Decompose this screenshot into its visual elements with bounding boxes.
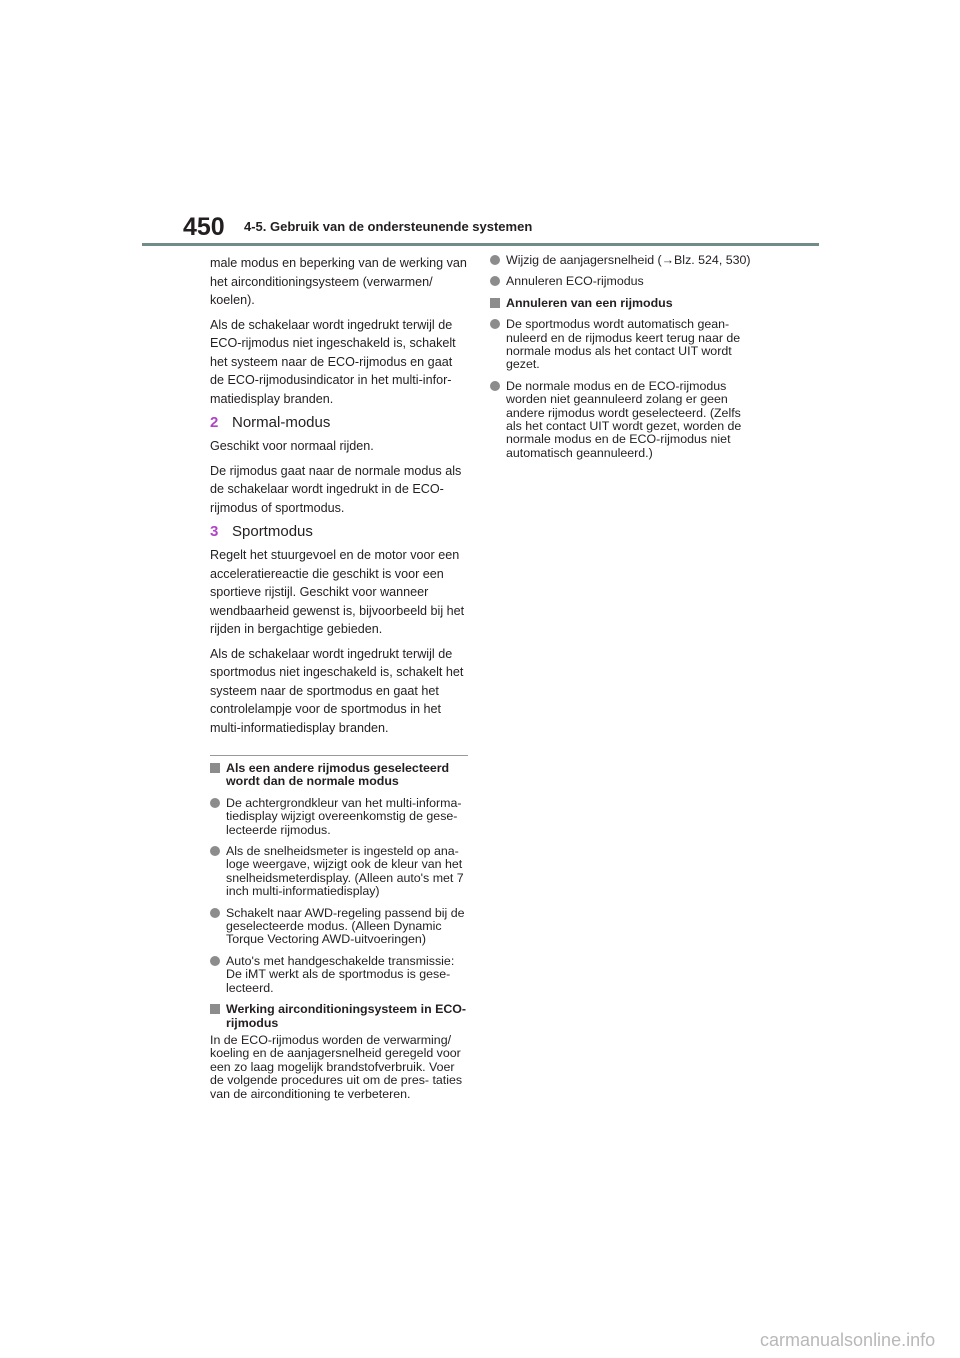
circle-bullet-icon bbox=[490, 255, 500, 265]
list-item-text: De sportmodus wordt automatisch gean- nuleerd en de rijmodus keert terug naar de normale modus als het contact UIT wordt gezet. bbox=[506, 317, 741, 372]
circle-bullet-icon bbox=[210, 846, 220, 856]
square-bullet-icon bbox=[210, 1004, 220, 1014]
list-item bbox=[490, 380, 752, 460]
list-item bbox=[490, 275, 752, 288]
paragraph: Als de schakelaar wordt ingedrukt terwijl de ECO-rijmodus niet ingeschakeld is, schakelt het systeem naar de ECO-rijmodus en gaat de ECO-rijmodusindicator in het multi-infor- matiedisplay branden. bbox=[210, 317, 456, 406]
list-item-text: Als de snelheidsmeter is ingesteld op ana- loge weergave, wijzigt ook de kleur van het snelheidsmeterdisplay. (Alleen auto's met 7 inch multi-informatiedisplay) bbox=[226, 844, 464, 899]
circle-bullet-icon bbox=[490, 319, 500, 329]
step-title: Normal-modus bbox=[232, 414, 331, 431]
circle-bullet-icon bbox=[210, 798, 220, 808]
paragraph: De rijmodus gaat naar de normale modus als de schakelaar wordt ingedrukt in de ECO-rijmodus of sportmodus. bbox=[210, 463, 462, 515]
note-heading bbox=[210, 1003, 468, 1030]
note-heading bbox=[490, 297, 752, 310]
note-title: Annuleren van een rijmodus bbox=[506, 295, 673, 310]
page-number: 450 bbox=[183, 213, 225, 241]
circle-bullet-icon bbox=[210, 956, 220, 966]
watermark: carmanualsonline.info bbox=[760, 1330, 936, 1350]
paragraph: Regelt het stuurgevoel en de motor voor een acceleratiereactie die geschikt is voor een sportieve rijstijl. Geschikt voor wanneer wendbaarheid gewenst is, bijvoorbeeld bij het rijden in bergachtige gebieden. bbox=[210, 548, 465, 636]
section-title: 4-5. Gebruik van de ondersteunende systemen bbox=[244, 219, 533, 234]
list-item bbox=[490, 318, 752, 372]
page-header bbox=[0, 0, 960, 250]
circle-bullet-icon bbox=[490, 276, 500, 286]
header-divider bbox=[142, 243, 819, 246]
right-column bbox=[490, 254, 752, 468]
step-heading-sport bbox=[210, 523, 468, 540]
list-item-text: De normale modus en de ECO-rijmodus worden niet geannuleerd zolang er geen andere rijmodus wordt geselecteerd. (Zelfs als het contact UIT wordt gezet, worden de normale modus en de ECO-rijmodus niet automatisch geannuleerd.) bbox=[506, 378, 742, 460]
list-item bbox=[210, 845, 468, 899]
left-column bbox=[210, 254, 468, 1109]
list-item-text: Annuleren ECO-rijmodus bbox=[506, 274, 644, 289]
list-item-text: Auto's met handgeschakelde transmissie: De iMT werkt als de sportmodus is gese- lecteerd. bbox=[226, 953, 455, 995]
step-title: Sportmodus bbox=[232, 523, 313, 540]
note-title: Als een andere rijmodus geselecteerd wordt dan de normale modus bbox=[226, 761, 450, 789]
paragraph: Geschikt voor normaal rijden. bbox=[210, 439, 374, 453]
note-title: Werking airconditioningsysteem in ECO-rijmodus bbox=[226, 1002, 467, 1030]
paragraph: male modus en beperking van de werking van het airconditioningsysteem (verwarmen/ koelen). bbox=[210, 256, 467, 307]
notes-divider bbox=[210, 755, 468, 756]
step-number: 3 bbox=[210, 523, 219, 540]
paragraph: Als de schakelaar wordt ingedrukt terwijl de sportmodus niet ingeschakeld is, schakelt het systeem naar de sportmodus en gaat het controlelampje voor de sportmodus in het multi-informatiedisplay branden. bbox=[210, 646, 464, 735]
list-item-text: De achtergrondkleur van het multi-informa- tiedisplay wijzigt overeenkomstig de gese- lecteerde rijmodus. bbox=[226, 795, 462, 837]
list-item-text: Schakelt naar AWD-regeling passend bij de geselecteerde modus. (Alleen Dynamic Torque Vectoring AWD-uitvoeringen) bbox=[226, 905, 465, 947]
step-number: 2 bbox=[210, 414, 219, 431]
list-item bbox=[210, 907, 468, 947]
note-body: In de ECO-rijmodus worden de verwarming/ koeling en de aanjagersnelheid geregeld voor een zo laag mogelijk brandstofverbruik. Voer de volgende procedures uit om de pres- taties van de airconditioning te verbeteren. bbox=[210, 1032, 463, 1101]
list-item bbox=[210, 797, 468, 837]
list-item bbox=[210, 955, 468, 995]
note-heading bbox=[210, 762, 468, 789]
circle-bullet-icon bbox=[490, 381, 500, 391]
list-item bbox=[490, 254, 752, 267]
square-bullet-icon bbox=[490, 298, 500, 308]
step-heading-normal bbox=[210, 414, 468, 431]
square-bullet-icon bbox=[210, 763, 220, 773]
list-item-text: Wijzig de aanjagersnelheid (→Blz. 524, 530) bbox=[506, 253, 751, 267]
circle-bullet-icon bbox=[210, 908, 220, 918]
